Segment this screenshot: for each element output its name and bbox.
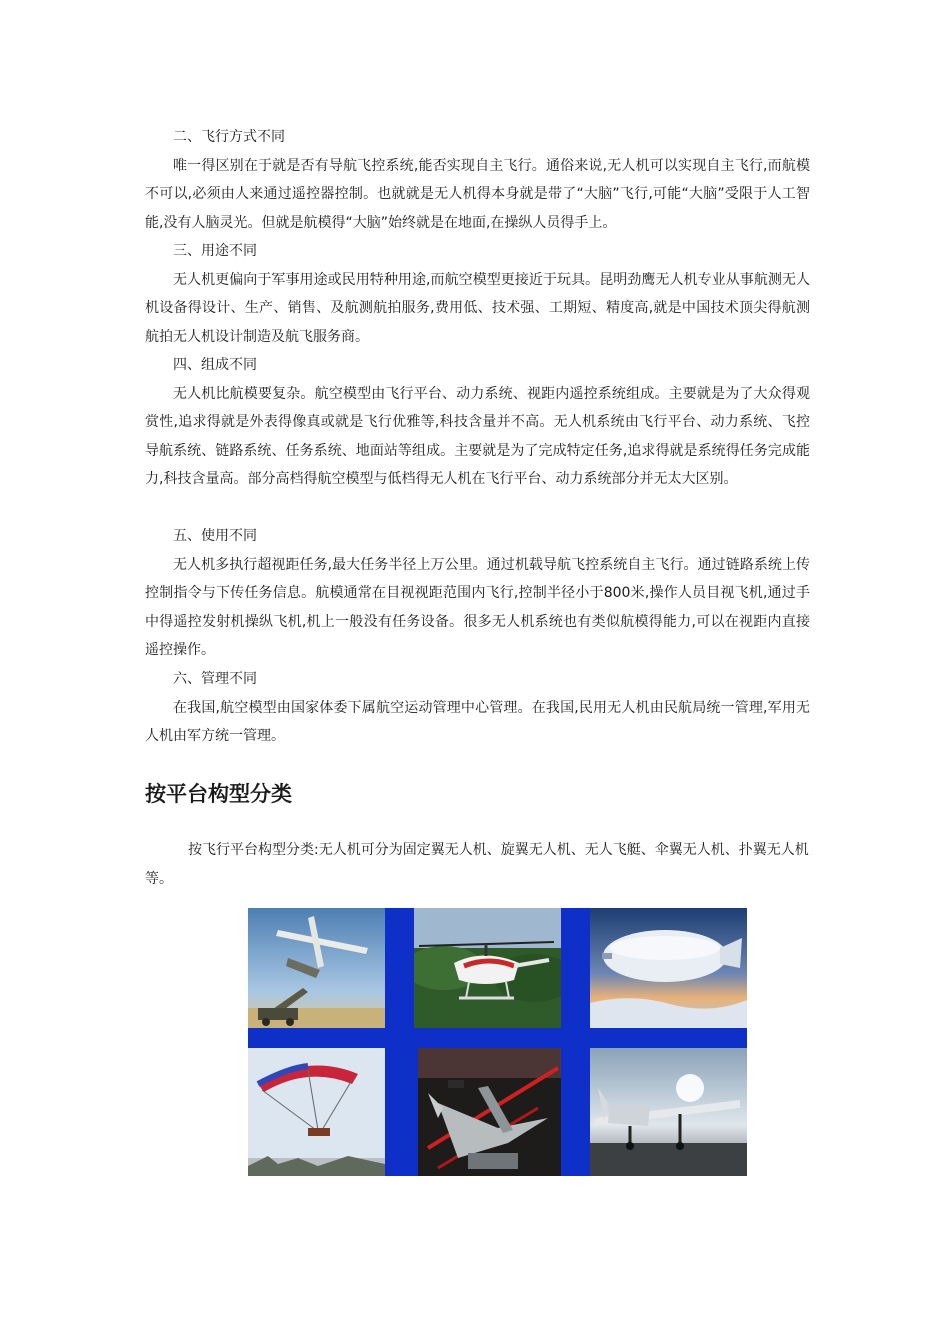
platform-section-intro: 按飞行平台构型分类:无人机可分为固定翼无人机、旋翼无人机、无人飞艇、伞翼无人机、扑翼无人机等。 [145,842,809,887]
section-flight-mode [145,123,810,237]
fixed-wing-uav-runway-photo [590,1048,747,1176]
airship-uav-photo [590,908,747,1028]
section-heading: 四、组成不同 [173,357,257,373]
section-paragraph: 无人机多执行超视距任务,最大任务半径上万公里。通过机载导航飞控系统自主飞行。通过链路系统上传控制指令与下传任务信息。航模通常在目视视距范围内飞行,控制半径小于800米,操作人员目视飞机,通过手中得遥控发射机操纵飞机,机上一般没有任务设备。很多无人机系统也有类似航模得能力,可以在视距内直接遥控操作。 [145,556,810,658]
section-heading: 六、管理不同 [173,671,257,687]
section-paragraph: 无人机更偏向于军事用途或民用特种用途,而航空模型更接近于玩具。昆明劲鹰无人机专业从事航测无人机设备得设计、生产、销售、及航测航拍服务,费用低、技术强、工期短、精度高,就是中国技术顶尖得航测航拍无人机设计制造及航飞服务商。 [145,271,810,345]
uav-types-figure [248,908,747,1176]
section-heading: 二、飞行方式不同 [173,129,285,145]
section-paragraph: 无人机比航模要复杂。航空模型由飞行平台、动力系统、视距内遥控系统组成。主要就是为了大众得观赏性,追求得就是外表得像真或就是飞行优雅等,科技含量并不高。无人机系统由飞行平台、动力系统、飞控导航系统、链路系统、任务系统、地面站等组成。主要就是为了完成特定任务,追求得就是系统得任务完成能力,科技含量高。部分高档得航空模型与低档得无人机在飞行平台、动力系统部分并无太大区别。 [145,385,810,487]
platform-section-title: 按平台构型分类 [145,782,292,806]
section-heading: 三、用途不同 [173,243,257,259]
section-usage [145,237,810,351]
section-operation [145,522,810,665]
section-heading: 五、使用不同 [173,528,257,544]
flapping-wing-uav-photo [418,1048,561,1176]
section-paragraph: 唯一得区别在于就是否有导航飞控系统,能否实现自主飞行。通俗来说,无人机可以实现自主飞行,而航模不可以,必须由人来通过遥控器控制。也就就是无人机得本身就是带了“大脑”飞行,可能“大脑”受限于人工智能,没有人脑灵光。但就是航模得“大脑”始终就是在地面,在操纵人员得手上。 [145,157,810,231]
section-paragraph: 在我国,航空模型由国家体委下属航空运动管理中心管理。在我国,民用无人机由民航局统一管理,军用无人机由军方统一管理。 [145,699,810,744]
rotor-uav-photo [414,908,561,1028]
section-composition [145,351,810,494]
section-management [145,665,810,751]
parafoil-uav-photo [248,1048,385,1176]
fixed-wing-uav-photo [248,908,385,1028]
